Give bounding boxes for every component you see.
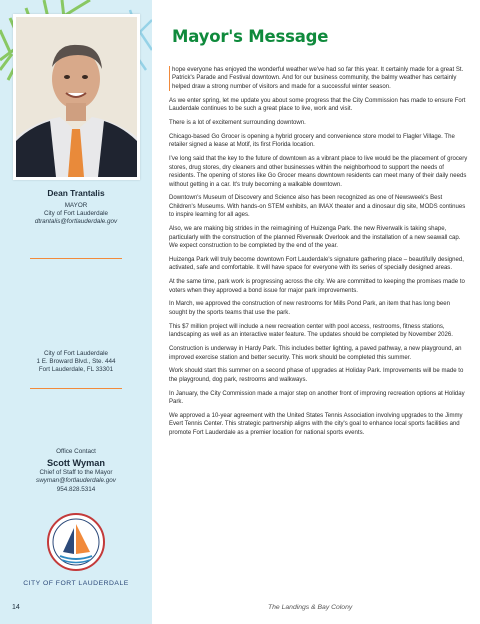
paragraph: Chicago-based Go Grocer is opening a hybrid grocery and convenience store model to Flagler Village. The retailer signed a lease at Motif, its first Florida location. [169, 133, 455, 149]
paragraph: hope everyone has enjoyed the wonderful weather we've had so far this year. It certainly made for a great St. Patrick's Parade and Festival downtown. And for our business community, the balmy weather has certainly helped draw a strong number of visitors and made for a successful winter season. [169, 66, 469, 91]
contact-title: Chief of Staff to the Mayor [39, 469, 113, 477]
sidebar [0, 0, 152, 624]
paragraph: This $7 million project will include a new recreation center with pool access, restrooms, fitness stations, landscaping as well as an interactive water feature. The updates should be completed by November 2026. [169, 323, 453, 339]
paragraph: In March, we approved the construction of new restrooms for Mills Pond Park, an item that has long been sought by the sports teams that use the park. [169, 301, 450, 316]
contact-phone: 954.828.5314 [56, 485, 96, 493]
page-number: 14 [12, 604, 20, 611]
mayor-city: City of Fort Lauderdale [43, 210, 109, 218]
contact-heading: Office Contact [56, 448, 96, 455]
address-line-3: Fort Lauderdale, FL 33301 [38, 366, 114, 374]
portrait-image [16, 17, 137, 177]
paragraph: Also, we are making big strides in the reimagining of Huizenga Park. the new Riverwalk is taking shape, particularly with the construction of the planned Riverwalk Overlook and the installation of a new seawall cap. We expect construction to be completed by the end of the year. [169, 226, 461, 250]
divider [30, 388, 122, 389]
divider [30, 258, 122, 259]
paragraph: Work should start this summer on a second phase of upgrades at Holiday Park. Improvements will be made to the playground, dog park, restrooms and walkways. [169, 368, 464, 383]
article-body [169, 66, 469, 443]
mayor-role: MAYOR [64, 202, 88, 209]
paragraph: As we enter spring, let me update you about some progress that the City Commission has made to ensure Fort Lauderdale continues to be such a great place to live, work and visit. [169, 97, 466, 113]
paragraph: Downtown's Museum of Discovery and Science also has been recognized as one of Newsweek's Best Children's Museums. With hands-on STEM exhibits, an IMAX theater and a dinosaur dig site, MODS continues to inspire learning for all ages. [169, 195, 466, 219]
page-title: Mayor's Message [172, 27, 329, 46]
mayor-name: Dean Trantalis [47, 188, 105, 198]
paragraph: There is a lot of excitement surrounding downtown. [169, 120, 306, 127]
paragraph: We approved a 10-year agreement with the United States Tennis Association involving upgrades to the Jimmy Evert Tennis Center. This strategic partnership aligns with the city's goal to enhance local sports facilities and promote Fort Lauderdale as a premier location for national sports events. [169, 412, 463, 436]
paragraph: Construction is underway in Hardy Park. This includes better lighting, a paved pathway, a new playground, an improved exercise station and better security. This work should be completed this summer. [169, 346, 462, 361]
publication-name: The Landings & Bay Colony [268, 604, 353, 611]
contact-email[interactable]: swyman@fortlauderdale.gov [36, 477, 116, 485]
address-line-1: City of Fort Lauderdale [43, 350, 109, 357]
city-seal-logo [46, 512, 106, 572]
mayor-photo [13, 14, 140, 180]
paragraph: Huizenga Park will truly become downtown Fort Lauderdale's signature gathering place – beautifully designed, activated, safe and comfortable. It will have space for everyone with its series of specially designed areas. [169, 256, 464, 272]
city-label: CITY OF FORT LAUDERDALE [23, 580, 129, 587]
address-line-2: 1 E. Broward Blvd., Ste. 444 [36, 358, 116, 366]
office-address [6, 350, 146, 375]
contact-name: Scott Wyman [46, 458, 106, 469]
mayor-info [6, 188, 146, 227]
office-contact [6, 448, 146, 494]
paragraph: I've long said that the key to the future of downtown as a vibrant place to live would be the placement of grocery stores, drug stores, dry cleaners and other businesses within the neighborhood to support the needs of residents. The opening of stores like Go Grocer means downtown residents can meet many of their daily needs without getting in a car. It's truly becoming a walkable downtown. [169, 156, 468, 188]
paragraph: At the same time, park work is progressing across the city. We are committed to keeping the promises made to voters when they approved a bond issue for major park improvements. [169, 279, 465, 294]
mayor-email[interactable]: dtrantalis@fortlauderdale.gov [34, 218, 118, 226]
paragraph: In January, the City Commission made a major step on another front of improving recreation options at Holiday Park. [169, 390, 465, 406]
